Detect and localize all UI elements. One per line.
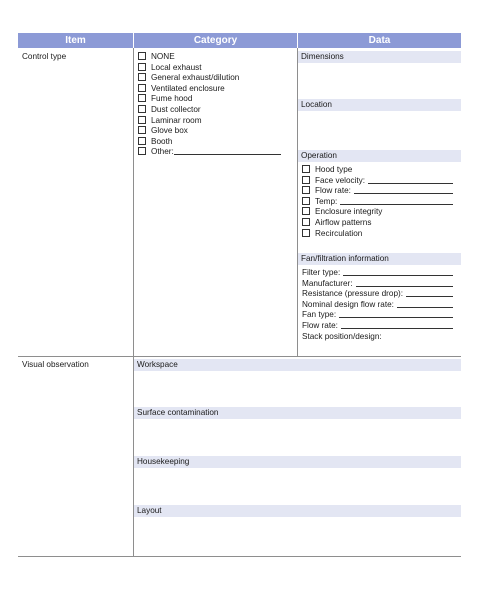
section-fan-filtration: Fan/filtration information [298,253,461,265]
checklist-item[interactable] [138,52,281,63]
fan-field-blank[interactable] [341,321,453,329]
column-divider-category [297,48,298,356]
checklist-label: Booth [151,136,173,146]
operation-item[interactable] [302,165,453,176]
section-location: Location [298,99,461,111]
item-control-type: Control type [22,52,67,61]
other-blank[interactable] [174,147,281,155]
checklist-item[interactable] [138,116,281,127]
fan-field[interactable] [302,289,453,300]
fan-field-label: Nominal design flow rate: [302,299,394,309]
checkbox[interactable] [302,218,310,226]
checklist-item[interactable] [138,105,281,116]
operation-blank[interactable] [354,186,453,194]
fan-field[interactable] [302,332,453,343]
fan-field-blank[interactable] [406,289,453,297]
checklist-item[interactable] [138,73,281,84]
checkbox[interactable] [138,137,146,145]
fan-field[interactable] [302,279,453,290]
section-surface-contamination: Surface contamination [134,407,461,419]
checklist-label: Ventilated enclosure [151,83,225,93]
checkbox[interactable] [138,63,146,71]
fan-field[interactable] [302,268,453,279]
checklist-item[interactable] [138,126,281,137]
checklist-item-other[interactable] [138,147,281,158]
checklist-label: Dust collector [151,104,201,114]
checkbox[interactable] [302,197,310,205]
header-data: Data [298,33,461,48]
row-divider [18,356,461,357]
fan-field-blank[interactable] [356,279,453,287]
fan-field[interactable] [302,321,453,332]
operation-checklist [302,165,453,239]
checklist-label: Local exhaust [151,62,202,72]
fan-field[interactable] [302,310,453,321]
header-category: Category [134,33,297,48]
checklist-label: Fume hood [151,94,193,104]
fan-field-blank[interactable] [397,300,453,308]
operation-item[interactable] [302,197,453,208]
checkbox[interactable] [138,147,146,155]
operation-item[interactable] [302,186,453,197]
checklist-label: General exhaust/dilution [151,73,240,83]
operation-label: Recirculation [315,228,363,238]
checkbox[interactable] [138,52,146,60]
category-checklist [138,52,281,158]
checkbox[interactable] [302,176,310,184]
fan-field-label: Resistance (pressure drop): [302,289,404,299]
fan-field-label: Stack position/design: [302,331,382,341]
operation-label: Hood type [315,165,353,174]
checklist-label: NONE [151,52,175,61]
checklist-item[interactable] [138,94,281,105]
fan-field-label: Filter type: [302,268,341,277]
header-item: Item [18,33,133,48]
operation-item[interactable] [302,218,453,229]
checkbox[interactable] [138,84,146,92]
fan-field-label: Flow rate: [302,320,338,330]
checklist-label: Other: [151,147,174,157]
section-housekeeping: Housekeeping [134,456,461,468]
checklist-item[interactable] [138,84,281,95]
operation-label: Airflow patterns [315,217,372,227]
operation-label: Enclosure integrity [315,207,383,217]
operation-label: Temp: [315,196,338,206]
checkbox[interactable] [138,116,146,124]
section-operation: Operation [298,150,461,162]
checkbox[interactable] [302,165,310,173]
operation-blank[interactable] [340,197,453,205]
checkbox[interactable] [138,126,146,134]
checkbox[interactable] [302,207,310,215]
checkbox[interactable] [138,73,146,81]
fan-filtration-fields [302,268,453,342]
checklist-item[interactable] [138,63,281,74]
checkbox[interactable] [302,186,310,194]
operation-item[interactable] [302,176,453,187]
table-bottom-line [18,556,461,557]
operation-item[interactable] [302,229,453,240]
checklist-item[interactable] [138,137,281,148]
operation-item[interactable] [302,207,453,218]
fan-field-blank[interactable] [343,268,453,276]
operation-label: Flow rate: [315,186,351,196]
checkbox[interactable] [138,105,146,113]
fan-field-blank[interactable] [339,310,453,318]
fan-field-label: Fan type: [302,310,337,320]
section-workspace: Workspace [134,359,461,371]
checklist-label: Laminar room [151,115,202,125]
checklist-label: Glove box [151,126,188,136]
fan-field-label: Manufacturer: [302,278,353,288]
checkbox[interactable] [302,229,310,237]
checkbox[interactable] [138,94,146,102]
section-dimensions: Dimensions [298,51,461,63]
column-divider-item [133,48,134,557]
operation-label: Face velocity: [315,175,366,185]
operation-blank[interactable] [368,176,453,184]
item-visual-observation: Visual observation [22,360,89,369]
fan-field[interactable] [302,300,453,311]
section-layout: Layout [134,505,461,517]
